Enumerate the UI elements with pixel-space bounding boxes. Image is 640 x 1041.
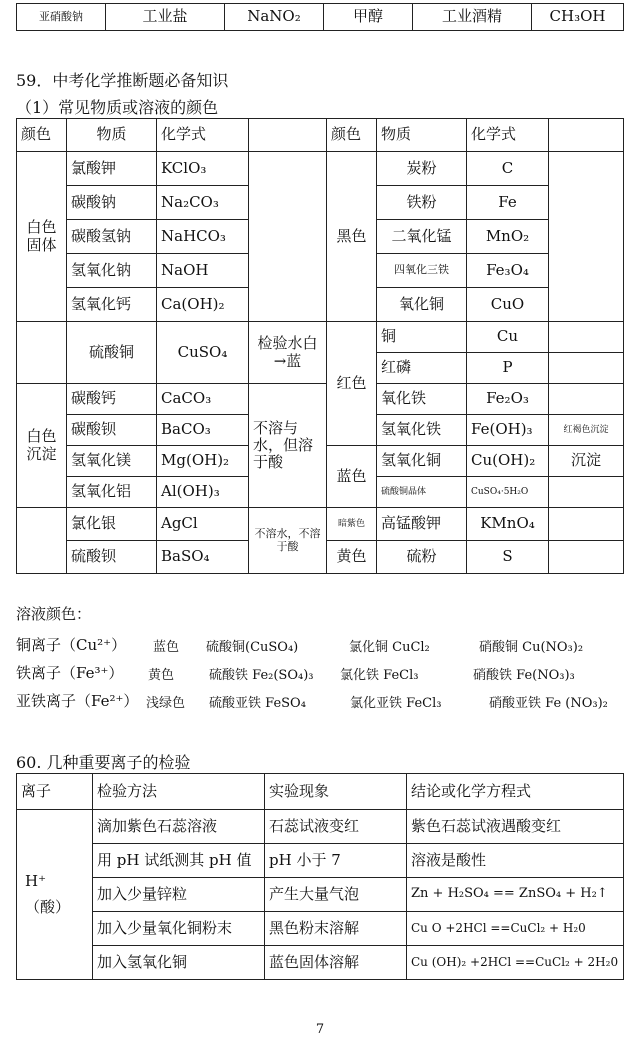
blue-label: 蓝色 — [327, 446, 377, 508]
phenomenon: 产生大量气泡 — [265, 878, 407, 912]
substance-name: 碳酸氢钠 — [67, 220, 157, 254]
white-solid-label: 白色固体 — [17, 152, 67, 322]
ion-test-table — [16, 773, 624, 980]
phenomenon: 蓝色固体溶解 — [265, 946, 407, 980]
cell: 亚硝酸钠 — [17, 4, 106, 31]
blank-cell — [17, 508, 67, 574]
substance-name: 硫粉 — [377, 541, 467, 574]
formula: Ca(OH)₂ — [157, 288, 249, 322]
substance-name: 氢氧化铜 — [377, 446, 467, 477]
substance-name: 氢氧化铝 — [67, 477, 157, 508]
compound: 氯化铁 FeCl₃ — [340, 668, 419, 683]
method: 用 pH 试纸测其 pH 值 — [93, 844, 265, 878]
formula: Al(OH)₃ — [157, 477, 249, 508]
header-cell: 物质 — [67, 119, 157, 152]
substance-name: 氧化铜 — [377, 288, 467, 322]
cell: 工业盐 — [106, 4, 225, 31]
compound: 硝酸铁 Fe(NO₃)₃ — [473, 668, 575, 683]
ion-sub: （酸） — [25, 897, 71, 916]
substance-name: 氢氧化钠 — [67, 254, 157, 288]
method: 加入氢氧化铜 — [93, 946, 265, 980]
header-cell: 离子 — [17, 774, 93, 810]
header-cell: 实验现象 — [265, 774, 407, 810]
compound: 硫酸铁 Fe₂(SO₄)₃ — [209, 668, 314, 683]
method: 加入少量锌粒 — [93, 878, 265, 912]
formula: P — [467, 353, 549, 384]
formula: C — [467, 152, 549, 186]
blank-cell — [549, 508, 624, 541]
substance-name: 碳酸钠 — [67, 186, 157, 220]
substance-name: 四氧化三铁 — [377, 254, 467, 288]
formula: NaOH — [157, 254, 249, 288]
phenomenon: 石蕊试液变红 — [265, 810, 407, 844]
color: 浅绿色 — [146, 696, 186, 711]
substance-name: 红磷 — [377, 353, 467, 384]
method: 滴加紫色石蕊溶液 — [93, 810, 265, 844]
cell: 甲醇 — [324, 4, 413, 31]
formula: BaSO₄ — [157, 541, 249, 574]
conclusion: 紫色石蕊试液遇酸变红 — [407, 810, 624, 844]
substance-name: 高锰酸钾 — [377, 508, 467, 541]
blank-cell — [549, 477, 624, 508]
blank-cell — [17, 322, 67, 384]
color: 蓝色 — [153, 640, 180, 655]
cell: NaNO₂ — [225, 4, 324, 31]
insoluble-note: 不溶水，不溶于酸 — [249, 508, 327, 574]
compound: 硫酸铜(CuSO₄) — [206, 640, 299, 655]
formula: Fe₂O₃ — [467, 384, 549, 415]
formula: CuO — [467, 288, 549, 322]
blank-cell — [549, 541, 624, 574]
conclusion: Cu O +2HCl ==CuCl₂ + H₂0 — [407, 912, 624, 946]
compound: 氯化铜 CuCl₂ — [349, 640, 430, 655]
ion-label: H⁺ — [25, 872, 46, 891]
formula: CaCO₃ — [157, 384, 249, 415]
black-label: 黑色 — [327, 152, 377, 322]
substance-name: 炭粉 — [377, 152, 467, 186]
compound: 氯化亚铁 FeCl₃ — [350, 696, 442, 711]
substance-name: 硫酸钡 — [67, 541, 157, 574]
purple-label: 暗紫色 — [327, 508, 377, 541]
substance-name: 氧化铁 — [377, 384, 467, 415]
cell: CH₃OH — [532, 4, 624, 31]
substance-name: 硫酸铜晶体 — [377, 477, 467, 508]
formula: KMnO₄ — [467, 508, 549, 541]
conclusion: Cu (OH)₂ +2HCl ==CuCl₂ + 2H₂0 — [407, 946, 624, 980]
substance-name: 氯酸钾 — [67, 152, 157, 186]
blank-cell — [549, 384, 624, 415]
cuso4-note: 检验水白→蓝 — [249, 322, 327, 384]
red-label: 红色 — [327, 322, 377, 446]
header-cell — [549, 119, 624, 152]
yellow-label: 黄色 — [327, 541, 377, 574]
compound: 硝酸铜 Cu(NO₃)₂ — [479, 640, 584, 655]
substance-name: 氯化银 — [67, 508, 157, 541]
substance-name: 硫酸铜 — [67, 322, 157, 384]
formula: Na₂CO₃ — [157, 186, 249, 220]
substance-name: 二氧化锰 — [377, 220, 467, 254]
formula: NaHCO₃ — [157, 220, 249, 254]
header-cell: 颜色 — [327, 119, 377, 152]
header-cell — [249, 119, 327, 152]
blank-cell — [249, 152, 327, 322]
formula: Cu — [467, 322, 549, 353]
compound: 硝酸亚铁 Fe (NO₃)₂ — [489, 696, 608, 711]
section-59-title: 59．中考化学推断题必备知识 — [16, 71, 229, 90]
ion: 铜离子（Cu²⁺） — [16, 636, 127, 654]
carbonate-note: 不溶与水，但溶于酸 — [249, 384, 327, 508]
substance-name: 氢氧化钙 — [67, 288, 157, 322]
note: 红褐色沉淀 — [549, 415, 624, 446]
formula: Fe — [467, 186, 549, 220]
solution-title: 溶液颜色： — [16, 605, 92, 623]
formula: KClO₃ — [157, 152, 249, 186]
formula: Cu(OH)₂ — [467, 446, 549, 477]
header-cell: 颜色 — [17, 119, 67, 152]
substance-name: 碳酸钙 — [67, 384, 157, 415]
phenomenon: 黑色粉末溶解 — [265, 912, 407, 946]
substance-name: 氢氧化铁 — [377, 415, 467, 446]
substance-name: 碳酸钡 — [67, 415, 157, 446]
top-row-table — [16, 3, 624, 31]
header-cell: 化学式 — [157, 119, 249, 152]
white-ppt-label: 白色沉淀 — [17, 384, 67, 508]
blank-cell — [549, 322, 624, 353]
ion: 铁离子（Fe³⁺） — [16, 664, 124, 682]
blank-cell — [549, 152, 624, 322]
conclusion: 溶液是酸性 — [407, 844, 624, 878]
substance-name: 铜 — [377, 322, 467, 353]
header-cell: 结论或化学方程式 — [407, 774, 624, 810]
formula: S — [467, 541, 549, 574]
formula: MnO₂ — [467, 220, 549, 254]
substance-name: 氢氧化镁 — [67, 446, 157, 477]
formula: CuSO₄ — [157, 322, 249, 384]
color-table — [16, 118, 624, 574]
blank-cell — [549, 353, 624, 384]
page-number: 7 — [315, 1022, 325, 1037]
ion-cell — [17, 810, 93, 980]
method: 加入少量氧化铜粉末 — [93, 912, 265, 946]
phenomenon: pH 小于 7 — [265, 844, 407, 878]
formula: CuSO₄·5H₂O — [467, 477, 549, 508]
formula: Fe₃O₄ — [467, 254, 549, 288]
section-59-subtitle: （1）常见物质或溶液的颜色 — [16, 98, 219, 117]
compound: 硫酸亚铁 FeSO₄ — [209, 696, 306, 711]
header-cell: 检验方法 — [93, 774, 265, 810]
note: 沉淀 — [549, 446, 624, 477]
color: 黄色 — [148, 668, 175, 683]
formula: AgCl — [157, 508, 249, 541]
cell: 工业酒精 — [413, 4, 532, 31]
header-cell: 化学式 — [467, 119, 549, 152]
ion: 亚铁离子（Fe²⁺） — [16, 692, 139, 710]
substance-name: 铁粉 — [377, 186, 467, 220]
conclusion: Zn + H₂SO₄ == ZnSO₄ + H₂↑ — [407, 878, 624, 912]
formula: Fe(OH)₃ — [467, 415, 549, 446]
formula: BaCO₃ — [157, 415, 249, 446]
section-60-title: 60. 几种重要离子的检验 — [16, 753, 191, 772]
header-cell: 物质 — [377, 119, 467, 152]
formula: Mg(OH)₂ — [157, 446, 249, 477]
